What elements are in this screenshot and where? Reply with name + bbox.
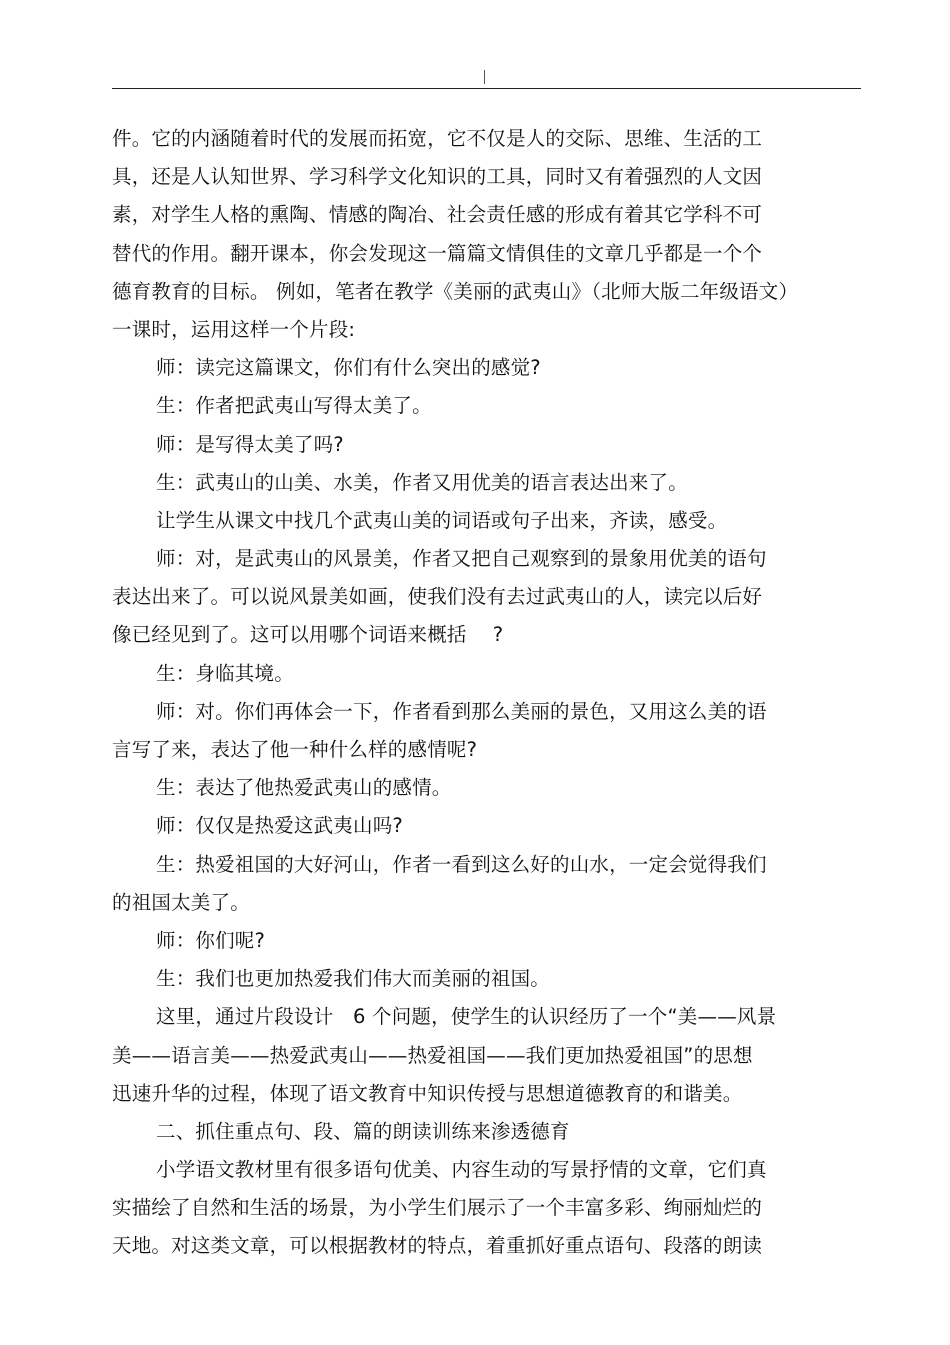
- text-line: 师：仅仅是热爱这武夷山吗?: [156, 814, 403, 838]
- text-line: 生：武夷山的山美、水美，作者又用优美的语言表达出来了。: [156, 470, 688, 494]
- text-line: 师：你们呢?: [156, 928, 266, 952]
- text-line: 的祖国太美了。: [112, 890, 250, 914]
- text-line: 具，还是人认知世界、学习科学文化知识的工具，同时又有着强烈的人文因: [112, 165, 763, 189]
- text-line: 天地。对这类文章，可以根据教材的特点，着重抓好重点语句、段落的朗读: [112, 1234, 763, 1258]
- text-line: 生：热爱祖国的大好河山，作者一看到这么好的山水，一定会觉得我们: [156, 852, 767, 876]
- text-line: 师：读完这篇课文，你们有什么突出的感觉?: [156, 356, 541, 380]
- text-line: 迅速升华的过程，体现了语文教育中知识传授与思想道德教育的和谐美。: [112, 1081, 743, 1105]
- text-line: 表达出来了。可以说风景美如画，使我们没有去过武夷山的人，读完以后好: [112, 585, 763, 609]
- text-line: 师：是写得太美了吗?: [156, 432, 344, 456]
- header-rule: [112, 88, 861, 89]
- text-line: 像已经见到了。这可以用哪个词语来概括 ?: [112, 623, 504, 647]
- text-line: 替代的作用。翻开课本，你会发现这一篇篇文情俱佳的文章几乎都是一个个: [112, 241, 763, 265]
- text-line: 让学生从课文中找几个武夷山美的词语或句子出来，齐读，感受。: [156, 508, 728, 532]
- text-line: 素，对学生人格的熏陶、情感的陶冶、社会责任感的形成有着其它学科不可: [112, 203, 763, 227]
- text-line: 生：我们也更加热爱我们伟大而美丽的祖国。: [156, 967, 551, 991]
- text-line: 师：对。你们再体会一下，作者看到那么美丽的景色，又用这么美的语: [156, 699, 767, 723]
- text-line: 小学语文教材里有很多语句优美、内容生动的写景抒情的文章，它们真: [156, 1158, 767, 1182]
- text-line: 实描绘了自然和生活的场景，为小学生们展示了一个丰富多彩、绚丽灿烂的: [112, 1196, 763, 1220]
- body-text: [112, 120, 812, 1266]
- text-line: 二、抓住重点句、段、篇的朗读训练来渗透德育: [156, 1119, 570, 1143]
- text-line: 言写了来，表达了他一种什么样的感情呢?: [112, 738, 478, 761]
- text-line: 德育教育的目标。 例如，笔者在教学《美丽的武夷山》（北师大版二年级语文）: [112, 279, 799, 303]
- text-line: 生：表达了他热爱武夷山的感情。: [156, 776, 452, 800]
- text-line: 美——语言美——热爱武夷山——热爱祖国——我们更加热爱祖国”的思想: [112, 1043, 753, 1067]
- text-line: 这里，通过片段设计 6 个问题，使学生的认识经历了一个“美——风景: [156, 1005, 777, 1029]
- text-line: 件。它的内涵随着时代的发展而拓宽，它不仅是人的交际、思维、生活的工: [112, 127, 763, 150]
- text-line: 一课时，运用这样一个片段:: [112, 317, 356, 341]
- text-line: 生：身临其境。: [156, 661, 294, 685]
- text-line: 师：对，是武夷山的风景美，作者又把自己观察到的景象用优美的语句: [156, 547, 767, 571]
- header-mark: [484, 70, 485, 84]
- text-line: 生：作者把武夷山写得太美了。: [156, 394, 432, 418]
